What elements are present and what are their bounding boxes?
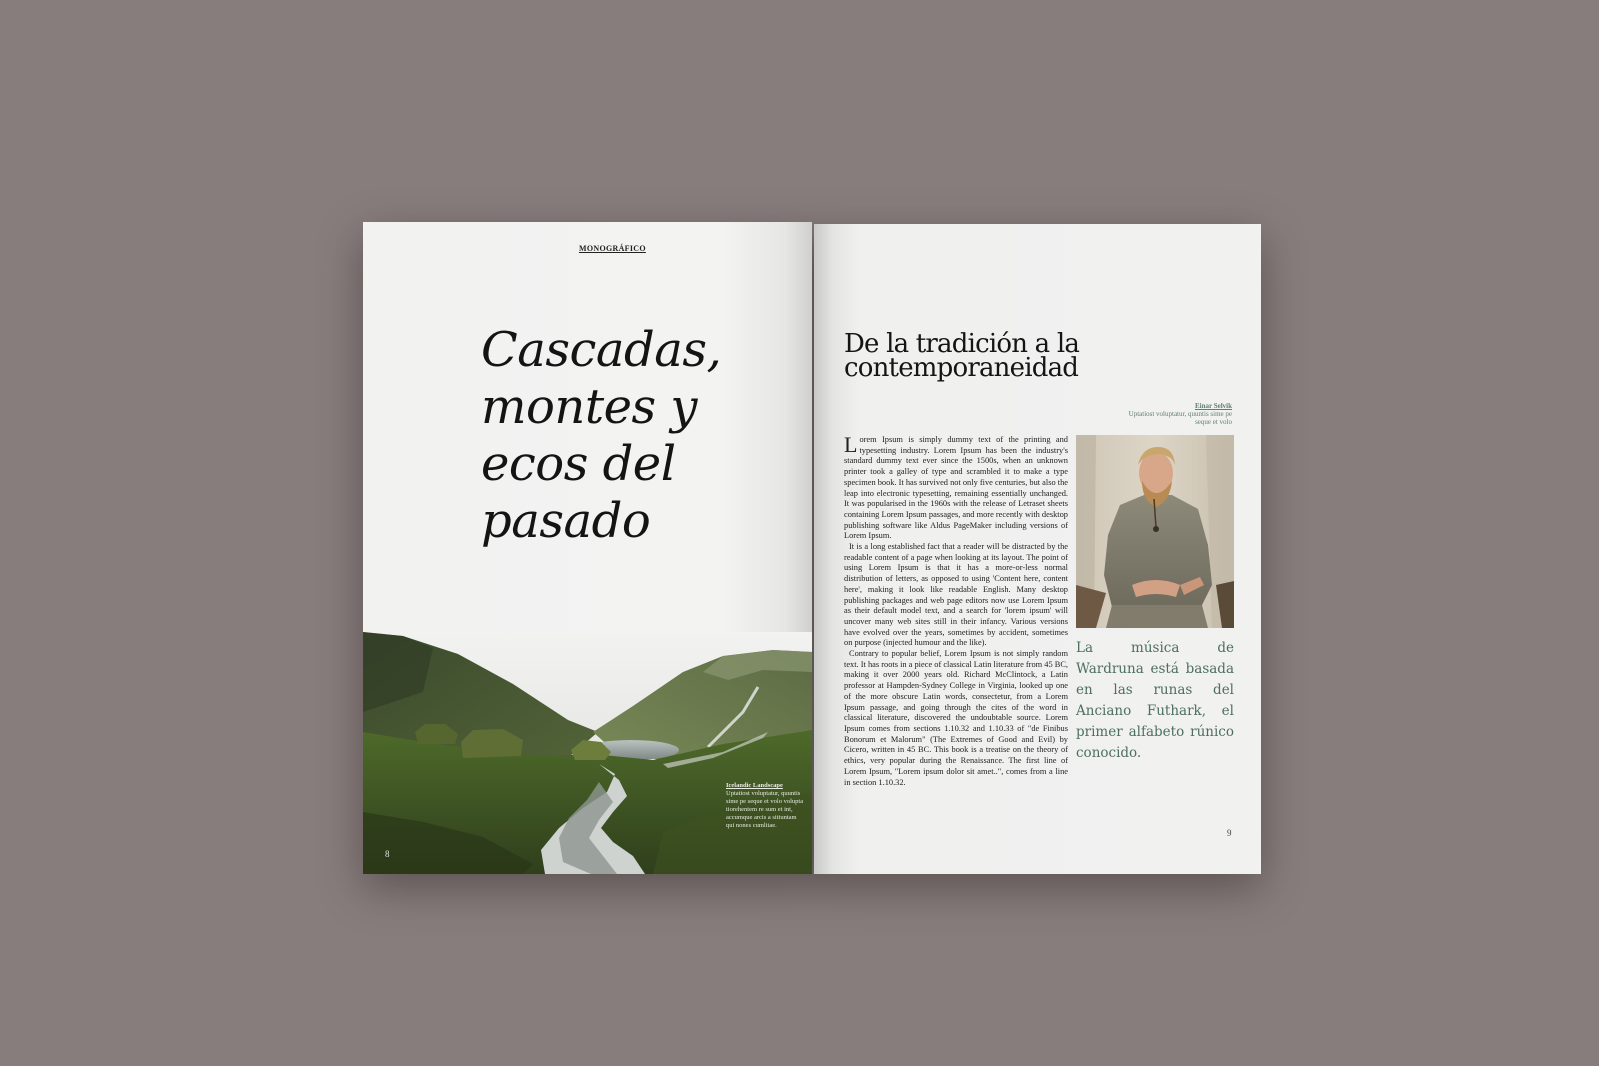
left-page [363, 222, 812, 874]
landscape-caption-text: Uptatiost voluptatur, quuntis sime pe seque et volo volupta tiorehentem re sum et int, accumque arcis a sitiuntam qui nones cumlitae. [726, 790, 804, 829]
portrait-caption-text: Uptatiost voluptatur, quuntis sime pe seque et volo [1128, 410, 1232, 426]
article-title-line: contemporaneidad [844, 353, 1079, 383]
feature-title-line: pasado [481, 493, 651, 549]
landscape-caption-title: Icelandic Landscape [726, 782, 783, 789]
body-paragraph: Contrary to popular belief, Lorem Ipsum is not simply random text. It has roots in a piece of classical Latin literature from 45 BC, making it over 2000 years old. Richard McClintock, a Latin professor at Hampden-Sydney College in Virginia, looked up one of the more obscure Latin words, consectetur, from a Lorem Ipsum passage, and going through the cites of the word in classical literature, discovered the undoubtable source. Lorem Ipsum comes from sections 1.10.32 and 1.10.33 of "de Finibus Bonorum et Malorum" (The Extremes of Good and Evil) by Cicero, written in 45 BC. This book is a treatise on the theory of ethics, very popular during the Renaissance. The first line of Lorem Ipsum, "Lorem ipsum dolor sit amet..", comes from a line in section 1.10.32. [844, 649, 1068, 787]
body-paragraph: Lorem Ipsum is simply dummy text of the printing and typesetting industry. Lorem Ipsum has been the industry's standard dummy text ever since the 1500s, when an unknown printer took a galley of type and scrambled it to make a type specimen book. It has survived not only five centuries, but also the leap into electronic typesetting, remaining essentially unchanged. It was popularised in the 1960s with the release of Letraset sheets containing Lorem Ipsum passages, and more recently with desktop publishing software like Aldus PageMaker including versions of Lorem Ipsum. [844, 432, 1068, 541]
feature-title-line: Cascadas, [481, 322, 722, 378]
body-paragraph: It is a long established fact that a reader will be distracted by the readable content of a page when looking at its layout. The point of using Lorem Ipsum is that it has a more-or-less normal distribution of letters, as opposed to using 'Content here, content here', making it look like readable English. Many desktop publishing packages and web page editors now use Lorem Ipsum as their default model text, and a search for 'lorem ipsum' will uncover many web sites still in their infancy. Various versions have evolved over the years, sometimes by accident, sometimes on purpose (injected humour and the like). [844, 542, 1068, 648]
portrait-photo [1076, 435, 1234, 628]
feature-title-line: ecos del [481, 436, 676, 492]
article-title [844, 329, 1144, 383]
right-page [814, 224, 1261, 874]
landscape-caption [726, 782, 806, 830]
feature-title-line: montes y [481, 379, 698, 435]
portrait-caption-title: Einar Selvik [1194, 402, 1232, 410]
feature-title [481, 322, 801, 550]
page-number-left: 8 [385, 849, 390, 859]
section-label: MONOGRÁFICO [579, 244, 646, 253]
article-body [844, 432, 1068, 788]
article-title-line: De la tradición a la [844, 329, 1080, 359]
magazine-spread [363, 222, 1261, 874]
page-number-right: 9 [1227, 828, 1232, 838]
portrait-caption [1114, 402, 1232, 426]
landscape-photo [363, 632, 812, 874]
pull-quote: La música de Wardruna está basada en las runas del Anciano Futhark, el primer alfabeto rúnico conocido. [1076, 640, 1234, 761]
